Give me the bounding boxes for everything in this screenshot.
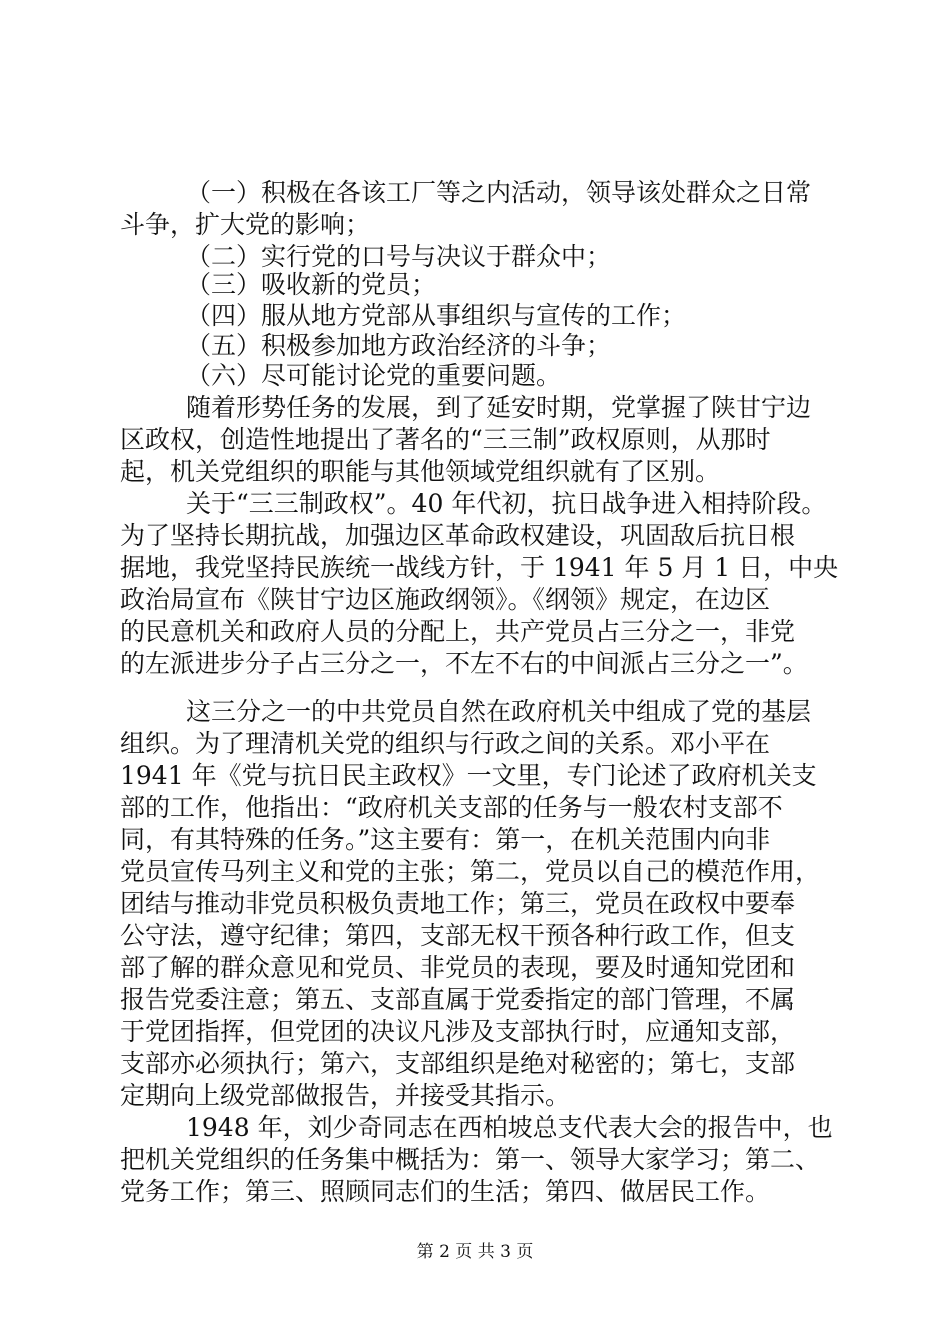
text-line: 定期向上级党部做报告，并接受其指示。 <box>120 1081 571 1110</box>
text-line: 区政权，创造性地提出了著名的“三三制”政权原则，从那时 <box>120 425 771 454</box>
text-line: （三）吸收新的党员； <box>186 270 437 299</box>
text-line: （四）服从地方党部从事组织与宣传的工作； <box>186 301 687 330</box>
text-line: 关于“三三制政权”。40 年代初，抗日战争进入相持阶段。 <box>186 489 827 518</box>
text-line: 党务工作；第三、照顾同志们的生活；第四、做居民工作。 <box>120 1177 771 1206</box>
text-line: 部了解的群众意见和党员、非党员的表现，要及时通知党团和 <box>120 953 796 982</box>
text-line: 1941 年《党与抗日民主政权》一文里，专门论述了政府机关支 <box>120 761 817 790</box>
text-line: （二）实行党的口号与决议于群众中； <box>186 242 612 271</box>
text-line: 1948 年，刘少奇同志在西柏坡总支代表大会的报告中，也 <box>186 1113 833 1142</box>
text-line: （一）积极在各该工厂等之内活动，领导该处群众之日常 <box>186 178 812 207</box>
text-line: 公守法，遵守纪律；第四，支部无权干预各种行政工作，但支 <box>120 921 796 950</box>
text-line: 政治局宣布《陕甘宁边区施政纲领》。《纲领》规定，在边区 <box>120 585 771 614</box>
text-line: 斗争，扩大党的影响； <box>120 210 371 239</box>
text-line: 这三分之一的中共党员自然在政府机关中组成了党的基层 <box>186 697 812 726</box>
text-line: 部的工作，他指出：“政府机关支部的任务与一般农村支部不 <box>120 793 783 822</box>
text-line: 把机关党组织的任务集中概括为：第一、领导大家学习；第二、 <box>120 1145 821 1174</box>
text-line: 据地，我党坚持民族统一战线方针，于 1941 年 5 月 1 日，中央 <box>120 553 839 582</box>
page-footer: 第 2 页 共 3 页 <box>416 1242 534 1262</box>
text-line: 同，有其特殊的任务。”这主要有：第一，在机关范围内向非 <box>120 825 771 854</box>
text-line: 的左派进步分子占三分之一，不左不右的中间派占三分之一”。 <box>120 649 808 678</box>
text-line: 于党团指挥，但党团的决议凡涉及支部执行时，应通知支部， <box>120 1017 796 1046</box>
text-line: 党员宣传马列主义和党的主张；第二，党员以自己的模范作用， <box>120 857 821 886</box>
text-line: 报告党委注意；第五、支部直属于党委指定的部门管理，不属 <box>120 985 796 1014</box>
text-line: （五）积极参加地方政治经济的斗争； <box>186 331 612 360</box>
text-line: 支部亦必须执行；第六，支部组织是绝对秘密的；第七，支部 <box>120 1049 796 1078</box>
text-line: 组织。为了理清机关党的组织与行政之间的关系。邓小平在 <box>120 729 771 758</box>
text-line: 起，机关党组织的职能与其他领域党组织就有了区别。 <box>120 457 721 486</box>
text-line: 随着形势任务的发展，到了延安时期，党掌握了陕甘宁边 <box>186 393 812 422</box>
text-line: 为了坚持长期抗战，加强边区革命政权建设，巩固敌后抗日根 <box>120 521 796 550</box>
text-line: 团结与推动非党员积极负责地工作；第三，党员在政权中要奉 <box>120 889 796 918</box>
text-line: 的民意机关和政府人员的分配上，共产党员占三分之一，非党 <box>120 617 796 646</box>
text-line: （六）尽可能讨论党的重要问题。 <box>186 361 562 390</box>
